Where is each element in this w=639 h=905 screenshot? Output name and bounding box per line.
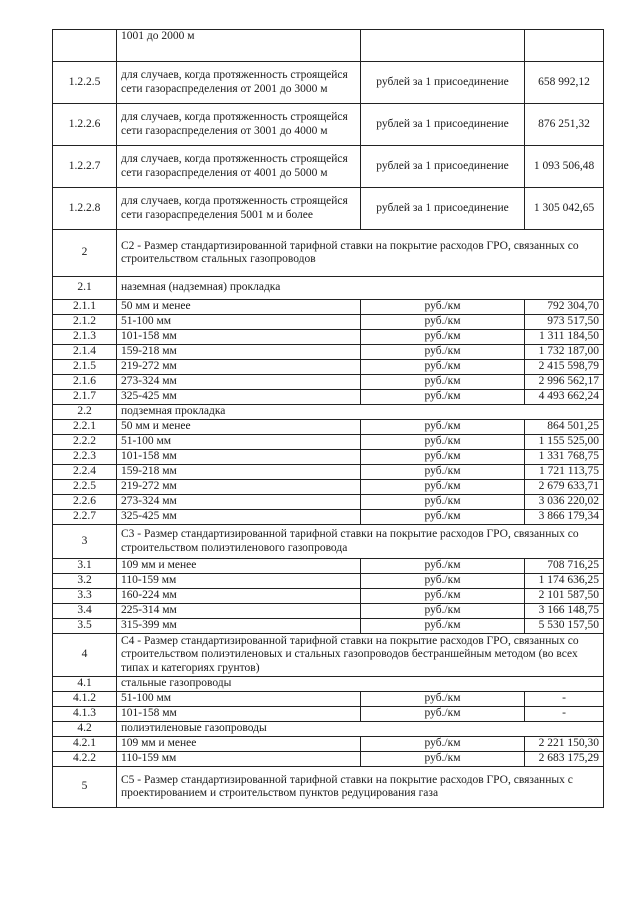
row-number: 3.3 [53, 589, 117, 604]
section-title: С2 - Размер стандартизированной тарифной ставки на покрытие расходов ГРО, связанных со строительством стальных газопроводов [117, 230, 604, 277]
row-description: 219-272 мм [117, 360, 361, 375]
section-title: С3 - Размер стандартизированной тарифной ставки на покрытие расходов ГРО, связанных со строительством полиэтиленового газопровода [117, 525, 604, 559]
row-description: 51-100 мм [117, 435, 361, 450]
row-unit: руб./км [361, 465, 525, 480]
row-unit: руб./км [361, 692, 525, 707]
row-number: 2.1.7 [53, 390, 117, 405]
row-description: 273-324 мм [117, 375, 361, 390]
subsection-number: 4.2 [53, 722, 117, 737]
table-row [53, 604, 604, 619]
row-description: для случаев, когда протяженность строящейся сети газораспределения от 4001 до 5000 м [117, 146, 361, 188]
row-number: 2.2.7 [53, 510, 117, 525]
row-unit: руб./км [361, 420, 525, 435]
section-header-row [53, 230, 604, 277]
table-row [53, 30, 604, 62]
row-number: 4.1.2 [53, 692, 117, 707]
row-description: 325-425 мм [117, 390, 361, 405]
row-description: 50 мм и менее [117, 420, 361, 435]
table-row [53, 589, 604, 604]
subsection-title: подземная прокладка [117, 405, 604, 420]
subsection-number: 2.2 [53, 405, 117, 420]
row-number: 3.5 [53, 619, 117, 634]
row-unit: руб./км [361, 752, 525, 767]
row-description: для случаев, когда протяженность строящейся сети газораспределения от 3001 до 4000 м [117, 104, 361, 146]
row-number: 4.2.1 [53, 737, 117, 752]
row-value: 658 992,12 [525, 62, 604, 104]
row-description: 110-159 мм [117, 752, 361, 767]
row-value: - [525, 707, 604, 722]
row-unit: руб./км [361, 450, 525, 465]
subsection-number: 4.1 [53, 677, 117, 692]
row-number: 2.1.5 [53, 360, 117, 375]
row-value: 4 493 662,24 [525, 390, 604, 405]
subsection-row [53, 277, 604, 300]
row-number: 1.2.2.5 [53, 62, 117, 104]
row-description: 160-224 мм [117, 589, 361, 604]
row-value: 876 251,32 [525, 104, 604, 146]
section-header-row [53, 525, 604, 559]
row-value: 3 166 148,75 [525, 604, 604, 619]
row-unit: рублей за 1 присоединение [361, 188, 525, 230]
row-value: 2 679 633,71 [525, 480, 604, 495]
row-description: 51-100 мм [117, 315, 361, 330]
row-unit: руб./км [361, 300, 525, 315]
row-value: 864 501,25 [525, 420, 604, 435]
row-description: 101-158 мм [117, 707, 361, 722]
row-number: 2.1.4 [53, 345, 117, 360]
subsection-row [53, 405, 604, 420]
row-number: 3.1 [53, 559, 117, 574]
section-number: 3 [53, 525, 117, 559]
row-unit: руб./км [361, 510, 525, 525]
table-row [53, 450, 604, 465]
row-description: 225-314 мм [117, 604, 361, 619]
table-row [53, 495, 604, 510]
row-description: 110-159 мм [117, 574, 361, 589]
row-description: 219-272 мм [117, 480, 361, 495]
row-number: 2.1.2 [53, 315, 117, 330]
table-row [53, 315, 604, 330]
row-number: 2.1.1 [53, 300, 117, 315]
table-row [53, 465, 604, 480]
section-title: С4 - Размер стандартизированной тарифной ставки на покрытие расходов ГРО, связанных со строительством полиэтиленовых и стальных газопроводов бестраншейным методом (во всех типах и категориях грунтов) [117, 634, 604, 677]
row-number: 2.1.6 [53, 375, 117, 390]
row-unit: руб./км [361, 345, 525, 360]
row-number: 2.1.3 [53, 330, 117, 345]
row-unit: руб./км [361, 330, 525, 345]
row-description: 273-324 мм [117, 495, 361, 510]
row-unit: рублей за 1 присоединение [361, 104, 525, 146]
table-row [53, 737, 604, 752]
row-number: 1.2.2.8 [53, 188, 117, 230]
row-unit: руб./км [361, 707, 525, 722]
table-row [53, 480, 604, 495]
row-value: 1 311 184,50 [525, 330, 604, 345]
table-row [53, 752, 604, 767]
row-unit: руб./км [361, 390, 525, 405]
table-row [53, 390, 604, 405]
row-value: 3 036 220,02 [525, 495, 604, 510]
table-row [53, 360, 604, 375]
subsection-title: полиэтиленовые газопроводы [117, 722, 604, 737]
row-number: 3.4 [53, 604, 117, 619]
section-header-row [53, 767, 604, 808]
row-unit: рублей за 1 присоединение [361, 62, 525, 104]
table-row [53, 330, 604, 345]
row-number: 2.2.6 [53, 495, 117, 510]
row-description: 51-100 мм [117, 692, 361, 707]
table-row [53, 420, 604, 435]
table-row [53, 510, 604, 525]
row-unit: руб./км [361, 604, 525, 619]
row-unit: руб./км [361, 589, 525, 604]
subsection-row [53, 722, 604, 737]
subsection-row [53, 677, 604, 692]
row-value: 708 716,25 [525, 559, 604, 574]
section-header-row [53, 634, 604, 677]
subsection-title: стальные газопроводы [117, 677, 604, 692]
row-value: 2 415 598,79 [525, 360, 604, 375]
table-row [53, 188, 604, 230]
row-number: 1.2.2.6 [53, 104, 117, 146]
row-value: 1 732 187,00 [525, 345, 604, 360]
row-number: 2.2.5 [53, 480, 117, 495]
row-unit: руб./км [361, 375, 525, 390]
subsection-number: 2.1 [53, 277, 117, 300]
row-value: 2 996 562,17 [525, 375, 604, 390]
row-value: 2 101 587,50 [525, 589, 604, 604]
row-unit: руб./км [361, 435, 525, 450]
row-number: 3.2 [53, 574, 117, 589]
row-number: 4.1.3 [53, 707, 117, 722]
row-unit: рублей за 1 присоединение [361, 146, 525, 188]
section-number: 2 [53, 230, 117, 277]
row-unit: руб./км [361, 360, 525, 375]
row-description: 50 мм и менее [117, 300, 361, 315]
table-row [53, 707, 604, 722]
row-number: 1.2.2.7 [53, 146, 117, 188]
row-unit: руб./км [361, 495, 525, 510]
row-description: 101-158 мм [117, 450, 361, 465]
table-row [53, 435, 604, 450]
table-row [53, 574, 604, 589]
row-value: 1 155 525,00 [525, 435, 604, 450]
row-value: 5 530 157,50 [525, 619, 604, 634]
table-row [53, 300, 604, 315]
table-row [53, 104, 604, 146]
row-unit: руб./км [361, 480, 525, 495]
table-row [53, 62, 604, 104]
row-value: 2 683 175,29 [525, 752, 604, 767]
row-number: 2.2.2 [53, 435, 117, 450]
row-description: для случаев, когда протяженность строящейся сети газораспределения от 2001 до 3000 м [117, 62, 361, 104]
row-unit: руб./км [361, 559, 525, 574]
row-unit: руб./км [361, 574, 525, 589]
row-description: 325-425 мм [117, 510, 361, 525]
document-page [52, 29, 604, 808]
row-value: 1 305 042,65 [525, 188, 604, 230]
row-value: 792 304,70 [525, 300, 604, 315]
tariff-table [52, 29, 604, 808]
section-number: 4 [53, 634, 117, 677]
row-value: 1 721 113,75 [525, 465, 604, 480]
row-unit: руб./км [361, 619, 525, 634]
row-value: 3 866 179,34 [525, 510, 604, 525]
section-number: 5 [53, 767, 117, 808]
row-number: 2.2.3 [53, 450, 117, 465]
row-value: 1 093 506,48 [525, 146, 604, 188]
row-description: для случаев, когда протяженность строящейся сети газораспределения 5001 м и более [117, 188, 361, 230]
row-description: 1001 до 2000 м [117, 30, 361, 62]
row-unit: руб./км [361, 737, 525, 752]
row-number: 2.2.1 [53, 420, 117, 435]
table-row [53, 692, 604, 707]
section-title: С5 - Размер стандартизированной тарифной ставки на покрытие расходов ГРО, связанных с проектированием и строительством пунктов редуцирования газа [117, 767, 604, 808]
table-row [53, 375, 604, 390]
row-number: 4.2.2 [53, 752, 117, 767]
row-value: 1 174 636,25 [525, 574, 604, 589]
row-value: 1 331 768,75 [525, 450, 604, 465]
row-description: 101-158 мм [117, 330, 361, 345]
subsection-title: наземная (надземная) прокладка [117, 277, 604, 300]
row-description: 159-218 мм [117, 345, 361, 360]
row-number: 2.2.4 [53, 465, 117, 480]
row-description: 159-218 мм [117, 465, 361, 480]
table-row [53, 146, 604, 188]
row-value: 2 221 150,30 [525, 737, 604, 752]
row-description: 109 мм и менее [117, 559, 361, 574]
row-description: 109 мм и менее [117, 737, 361, 752]
row-value: - [525, 692, 604, 707]
row-unit: руб./км [361, 315, 525, 330]
row-value: 973 517,50 [525, 315, 604, 330]
table-row [53, 559, 604, 574]
table-row [53, 345, 604, 360]
row-description: 315-399 мм [117, 619, 361, 634]
table-row [53, 619, 604, 634]
